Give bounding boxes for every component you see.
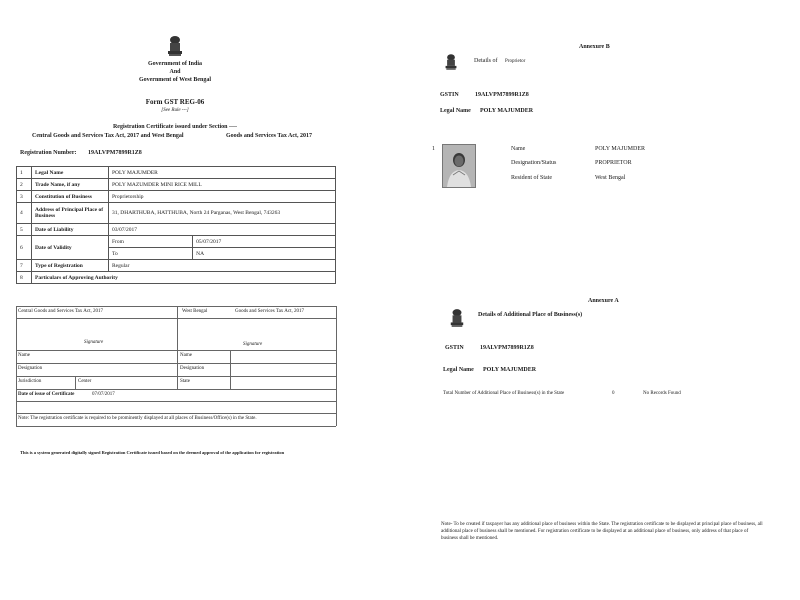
table-row [17,179,336,191]
total-additional-label: Total Number of Additional Place of Business(s) in the State [443,391,565,396]
row-label: Date of Liability [32,224,109,236]
registration-label: Registration Number: [20,150,77,156]
table-row [17,203,336,224]
center-label: Center [78,379,92,384]
row-value: Proprietorship [109,191,336,203]
table-row [17,272,336,284]
table-row [17,260,336,272]
national-emblem-icon [444,52,458,72]
row-label: Type of Registration [32,260,109,272]
designation-label-state: Designation [180,366,205,371]
gstin-value: 19ALVPM7899R1Z8 [475,92,529,98]
row-label: Trade Name, if any [32,179,109,191]
gov-west-bengal: Government of West Bengal [138,77,212,83]
legal-name-value-2: POLY MAJUMDER [483,367,537,373]
row-value: Regular [109,260,336,272]
row-number: 3 [17,191,32,203]
annexure-b: Annexure B [579,44,610,50]
row-number: 1 [17,167,32,179]
row-label: Date of Validity [32,236,109,260]
row-value: 31, DHARTHUBA, HATTHUBA, North 24 Parganas, West Bengal, 743263 [109,203,336,224]
date-issue-value: 07/07/2017 [92,392,115,397]
proprietor-label: Proprietor [505,59,526,64]
total-additional-value: 0 [612,391,615,396]
table-row [17,236,336,248]
designation-label-central: Designation [18,366,43,371]
to-label: To [109,248,193,260]
row-number: 2 [17,179,32,191]
jurisdiction-label: Jurisdiction [18,379,42,384]
date-issue-label: Date of issue of Certificate [18,392,75,397]
from-label: From [109,236,193,248]
row-number: 7 [17,260,32,272]
rule-ref: [See Rule ---] [161,108,189,113]
annexure-a: Annexure A [588,298,619,304]
acts-line-a: Central Goods and Services Tax Act, 2017 and West Bengal [32,133,184,139]
row-value: POLY MAZUMDER MINI RICE MILL [109,179,336,191]
row-number: 4 [17,203,32,224]
legal-name-label: Legal Name [440,108,471,114]
person-photo-icon [443,145,475,187]
name-value: POLY MAJUMDER [595,146,646,152]
row-number: 6 [17,236,32,260]
state-label: State [180,379,190,384]
row-label: Particulars of Approving Authority [32,272,336,284]
row-label: Legal Name [32,167,109,179]
gstin-label-2: GSTIN [445,345,464,351]
registration-table [16,166,336,284]
table-row [17,224,336,236]
left-note: Note: The registration certificate is required to be prominently displayed at all places of Business/Office(s) in the State. [18,416,257,421]
resident-value: West Bengal [595,175,626,181]
gstin-label: GSTIN [440,92,459,98]
name-label-central: Name [18,353,30,358]
national-emblem-icon [449,307,465,329]
name-label: Name [511,146,526,152]
row-number: 8 [17,272,32,284]
additional-place-title: Details of Additional Place of Business(s) [478,312,583,318]
table-row [17,167,336,179]
proprietor-photo [442,144,476,188]
row-value: POLY MAJUMDER [109,167,336,179]
designation-value: PROPRIETOR [595,160,632,166]
legal-name-label-2: Legal Name [443,367,474,373]
table-row [17,191,336,203]
gov-india: Government of India [148,61,202,67]
authority-central: Central Goods and Services Tax Act, 2017 [18,309,103,314]
signature-state: Signature [243,342,263,347]
system-generated-footer: This is a system generated digitally signed Registration Certificate issued based on the deemed approval of the application for registration [20,450,285,455]
registration-number: 19ALVPM7899R1Z8 [88,150,142,156]
row-number: 5 [17,224,32,236]
no-records: No Records Found [643,391,681,396]
resident-label: Resident of State [511,175,552,181]
from-value: 05/07/2017 [193,236,336,248]
to-value: NA [193,248,336,260]
certificate-title: Registration Certificate issued under Section ---- [112,124,238,130]
row-label: Address of Principal Place of Business [32,203,109,224]
form-title: Form GST REG-06 [145,98,205,106]
gstin-value-2: 19ALVPM7899R1Z8 [480,345,534,351]
authority-state-a: West Bengal [182,309,208,314]
details-of: Details of [474,58,498,64]
designation-label: Designation/Status [511,160,557,166]
and-text: And [169,69,181,75]
acts-line-b: Goods and Services Tax Act, 2017 [226,133,313,139]
authority-state-b: Goods and Services Tax Act, 2017 [235,309,304,314]
legal-name-value: POLY MAJUMDER [480,108,534,114]
national-emblem-icon [166,34,184,58]
row-label: Constitution of Business [32,191,109,203]
signature-central: Signature [84,340,104,345]
right-note: Note- To be created if taxpayer has any additional place of business within the State. The registration certificate to be displayed at principal place of business, all additional place of business shall be mentioned. For registration certificate to be displayed at an additional place of business, only address of that place of business shall be mentioned. [441,522,763,541]
row-value: 03/07/2017 [109,224,336,236]
name-label-state: Name [180,353,192,358]
item-number: 1 [432,146,435,152]
